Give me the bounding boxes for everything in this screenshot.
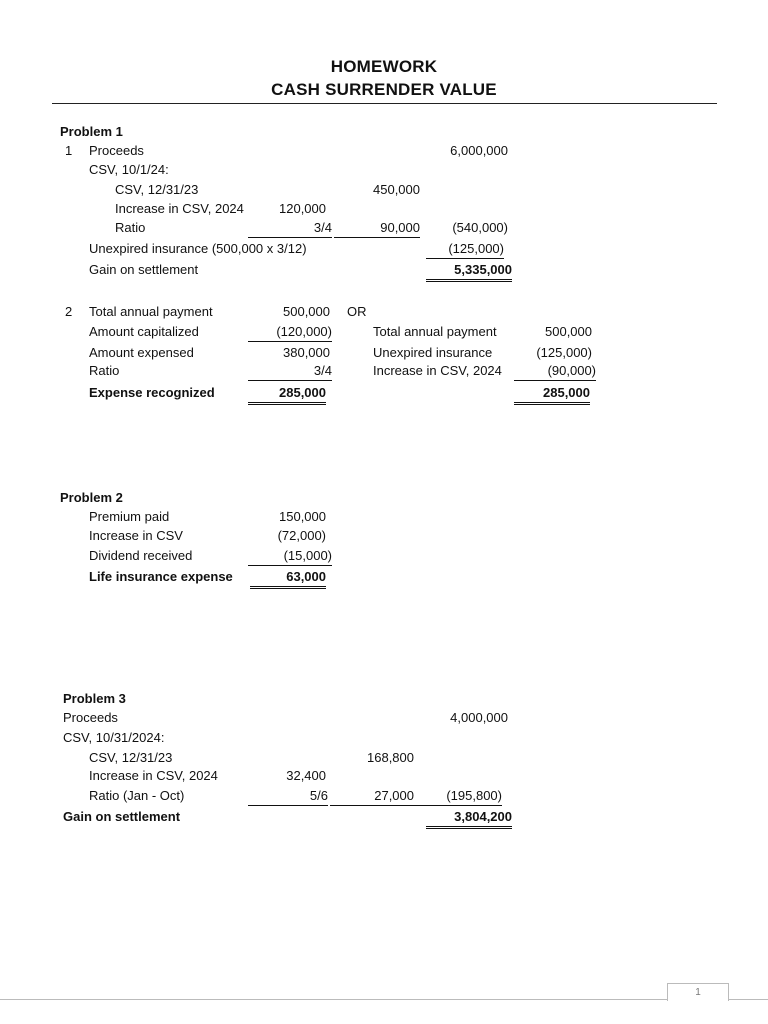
p3-csv-prior-label: CSV, 12/31/23 [89, 750, 173, 765]
p1-s2-right-value: (90,000) [514, 363, 596, 381]
p1-gain-value: 5,335,000 [426, 262, 512, 282]
p1-item-1-number: 1 [65, 143, 73, 158]
p1-s2-left-label: Amount capitalized [89, 324, 199, 339]
p3-csv-prior-value: 168,800 [367, 750, 414, 765]
p2-row-label: Dividend received [89, 548, 193, 563]
p2-row-label: Increase in CSV [89, 528, 183, 543]
p1-csv-prior-label: CSV, 12/31/23 [115, 182, 199, 197]
p1-s2-right-value: (125,000) [536, 345, 592, 360]
header-rule [52, 103, 717, 104]
document-subtitle: CASH SURRENDER VALUE [271, 80, 497, 99]
p2-row-value: 150,000 [279, 509, 326, 524]
p1-s2-left-label: Amount expensed [89, 345, 194, 360]
p2-row-value: (72,000) [277, 528, 326, 543]
p3-ratio-value: 5/6 [248, 788, 328, 806]
p2-row-label: Premium paid [89, 509, 170, 524]
p1-s2-left-value: 500,000 [283, 304, 330, 319]
p1-csv-prior-value: 450,000 [373, 182, 420, 197]
p1-unexpired-label: Unexpired insurance (500,000 x 3/12) [89, 241, 307, 256]
footer-rule [0, 999, 768, 1000]
page-number: 1 [667, 983, 729, 1001]
p2-row-label: Life insurance expense [89, 569, 233, 584]
p1-s2-right-value: 500,000 [545, 324, 592, 339]
p3-proceeds-value: 4,000,000 [450, 710, 508, 725]
p1-s2-right-value: 285,000 [514, 385, 590, 405]
p1-ratio-value: 3/4 [248, 220, 332, 238]
p3-csv-label: CSV, 10/31/2024: [63, 730, 165, 745]
problem-3-heading: Problem 3 [63, 691, 126, 706]
p1-unexpired-value: (125,000) [426, 241, 504, 259]
p1-ratio-label: Ratio [115, 220, 146, 235]
p1-csv-total: (540,000) [452, 220, 508, 235]
p1-ratio-result: 90,000 [334, 220, 420, 238]
p1-increase-value: 120,000 [279, 201, 326, 216]
p1-gain-label: Gain on settlement [89, 262, 199, 277]
p1-s2-right-label: Unexpired insurance [373, 345, 493, 360]
p1-s2-left-label: Total annual payment [89, 304, 213, 319]
p2-row-value: (15,000) [248, 548, 332, 566]
p1-s2-left-value: 380,000 [283, 345, 330, 360]
p3-proceeds-label: Proceeds [63, 710, 118, 725]
p1-s2-left-label: Expense recognized [89, 385, 215, 400]
p1-csv-label: CSV, 10/1/24: [89, 162, 169, 177]
p3-ratio-label: Ratio (Jan - Oct) [89, 788, 185, 803]
p3-increase-label: Increase in CSV, 2024 [89, 768, 218, 783]
or-label: OR [347, 304, 367, 319]
p1-s2-left-value: 3/4 [248, 363, 332, 381]
p1-s2-left-label: Ratio [89, 363, 120, 378]
p3-ratio-result: 27,000 [330, 788, 414, 806]
p2-row-value: 63,000 [250, 569, 326, 589]
p3-gain-label: Gain on settlement [63, 809, 181, 824]
p3-increase-value: 32,400 [286, 768, 326, 783]
problem-2-heading: Problem 2 [60, 490, 123, 505]
p1-s2-right-label: Increase in CSV, 2024 [373, 363, 502, 378]
problem-1-heading: Problem 1 [60, 124, 123, 139]
p1-proceeds-label: Proceeds [89, 143, 144, 158]
p1-s2-right-label: Total annual payment [373, 324, 497, 339]
document-title: HOMEWORK [330, 57, 438, 76]
p3-gain-value: 3,804,200 [426, 809, 512, 829]
p1-item-2-number: 2 [65, 304, 73, 319]
p3-csv-total: (195,800) [414, 788, 502, 806]
p1-increase-label: Increase in CSV, 2024 [115, 201, 244, 216]
p1-s2-left-value: (120,000) [248, 324, 332, 342]
p1-s2-left-value: 285,000 [248, 385, 326, 405]
p1-proceeds-value: 6,000,000 [450, 143, 508, 158]
